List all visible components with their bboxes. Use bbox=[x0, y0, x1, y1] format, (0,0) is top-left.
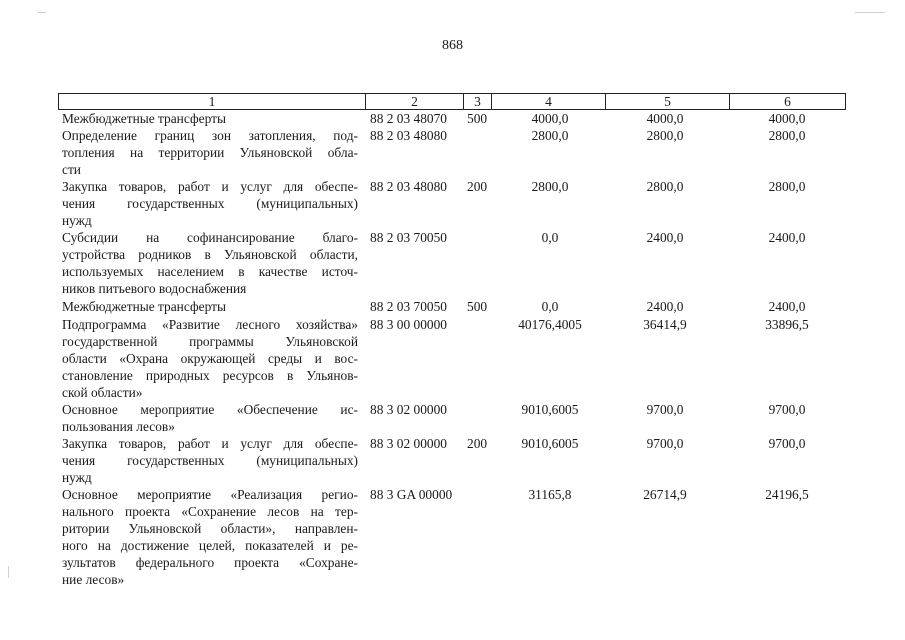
row-name bbox=[62, 316, 358, 401]
row-value-col6: 24196,5 bbox=[765, 487, 809, 502]
row-value-col6: 4000,0 bbox=[768, 111, 806, 126]
row-value-col5: 36414,9 bbox=[643, 317, 687, 332]
row-name-line: чения государственных (муниципальных) bbox=[62, 453, 358, 468]
row-name-line: топления на территории Ульяновской обла- bbox=[62, 145, 358, 160]
row-vr: 500 bbox=[467, 111, 488, 126]
row-value-col5: 2400,0 bbox=[646, 230, 684, 245]
row-value-col5: 9700,0 bbox=[646, 402, 684, 417]
row-value-col6: 2800,0 bbox=[768, 128, 806, 143]
row-vr: 500 bbox=[467, 299, 488, 314]
header-col-6: 6 bbox=[729, 94, 845, 109]
row-name-line: Межбюджетные трансферты bbox=[62, 299, 226, 314]
row-name-line: нального проекта «Сохранение лесов на тер- bbox=[62, 504, 358, 519]
row-name-line: сти bbox=[62, 162, 81, 177]
row-name-line: области «Охрана окружающей среды и вос- bbox=[62, 351, 358, 366]
row-value-col6: 33896,5 bbox=[765, 317, 809, 332]
row-name bbox=[62, 298, 358, 315]
row-name-line: нужд bbox=[62, 470, 92, 485]
row-value-col4: 2800,0 bbox=[531, 128, 569, 143]
row-value-col5: 9700,0 bbox=[646, 436, 684, 451]
row-value-col5: 2400,0 bbox=[646, 299, 684, 314]
row-value-col5: 4000,0 bbox=[646, 111, 684, 126]
row-value-col4: 2800,0 bbox=[531, 179, 569, 194]
row-value-col4: 9010,6005 bbox=[521, 436, 579, 451]
row-name-line: Межбюджетные трансферты bbox=[62, 111, 226, 126]
header-col-3: 3 bbox=[463, 94, 491, 109]
row-code: 88 2 03 48080 bbox=[370, 128, 447, 143]
row-value-col4: 0,0 bbox=[541, 299, 559, 314]
row-code: 88 2 03 48080 bbox=[370, 179, 447, 194]
row-name-line: государственной программы Ульяновской bbox=[62, 334, 358, 349]
row-name bbox=[62, 127, 358, 178]
row-name-line: устройства родников в Ульяновской области, bbox=[62, 247, 358, 262]
row-value-col6: 2400,0 bbox=[768, 299, 806, 314]
row-vr: 200 bbox=[467, 436, 488, 451]
row-name-line: Закупка товаров, работ и услуг для обеспе- bbox=[62, 436, 358, 451]
row-name bbox=[62, 486, 358, 588]
row-name-line: Подпрограмма «Развитие лесного хозяйства» bbox=[62, 317, 358, 332]
row-value-col6: 2800,0 bbox=[768, 179, 806, 194]
row-name-line: Субсидии на софинансирование благо- bbox=[62, 230, 358, 245]
row-code: 88 2 03 48070 bbox=[370, 111, 447, 126]
row-name bbox=[62, 110, 358, 127]
row-code: 88 2 03 70050 bbox=[370, 230, 447, 245]
header-col-1: 1 bbox=[208, 94, 216, 109]
row-name-line: становление природных ресурсов в Ульянов- bbox=[62, 368, 358, 383]
row-vr: 200 bbox=[467, 179, 488, 194]
row-name-line: ного на достижение целей, показателей и ре- bbox=[62, 538, 358, 553]
scan-artifact bbox=[8, 566, 9, 578]
header-col-4: 4 bbox=[491, 94, 605, 109]
row-name-line: ников питьевого водоснабжения bbox=[62, 281, 247, 296]
row-name-line: ритории Ульяновской области», направлен- bbox=[62, 521, 358, 536]
row-value-col4: 31165,8 bbox=[528, 487, 572, 502]
row-name-line: Определение границ зон затопления, под- bbox=[62, 128, 358, 143]
page-number: 868 bbox=[442, 38, 463, 53]
table-header bbox=[58, 93, 846, 110]
row-code: 88 3 00 00000 bbox=[370, 317, 447, 332]
row-name-line: нужд bbox=[62, 213, 92, 228]
row-value-col6: 9700,0 bbox=[768, 402, 806, 417]
row-value-col6: 2400,0 bbox=[768, 230, 806, 245]
row-name-line: пользования лесов» bbox=[62, 419, 175, 434]
row-code: 88 3 02 00000 bbox=[370, 436, 447, 451]
row-name-line: ской области» bbox=[62, 385, 143, 400]
row-name-line: ние лесов» bbox=[62, 572, 125, 587]
row-value-col4: 9010,6005 bbox=[521, 402, 579, 417]
header-col-2: 2 bbox=[365, 94, 463, 109]
scan-artifact bbox=[855, 12, 885, 13]
row-code: 88 3 GA 00000 bbox=[370, 487, 453, 502]
row-name bbox=[62, 435, 358, 486]
row-value-col4: 40176,4005 bbox=[518, 317, 582, 332]
header-col-5: 5 bbox=[605, 94, 729, 109]
row-code: 88 3 02 00000 bbox=[370, 402, 447, 417]
row-name-line: Закупка товаров, работ и услуг для обеспе- bbox=[62, 179, 358, 194]
row-name-line: Основное мероприятие «Обеспечение ис- bbox=[62, 402, 358, 417]
row-value-col5: 26714,9 bbox=[643, 487, 687, 502]
row-name bbox=[62, 401, 358, 435]
row-value-col6: 9700,0 bbox=[768, 436, 806, 451]
row-name-line: чения государственных (муниципальных) bbox=[62, 196, 358, 211]
row-name bbox=[62, 229, 358, 297]
row-value-col5: 2800,0 bbox=[646, 128, 684, 143]
row-value-col4: 0,0 bbox=[541, 230, 559, 245]
row-name-line: используемых населением в качестве источ- bbox=[62, 264, 358, 279]
row-name-line: Основное мероприятие «Реализация регио- bbox=[62, 487, 358, 502]
row-value-col5: 2800,0 bbox=[646, 179, 684, 194]
row-name bbox=[62, 178, 358, 229]
row-value-col4: 4000,0 bbox=[531, 111, 569, 126]
row-code: 88 2 03 70050 bbox=[370, 299, 447, 314]
row-name-line: зультатов федерального проекта «Сохране- bbox=[62, 555, 358, 570]
scan-artifact bbox=[38, 12, 46, 13]
